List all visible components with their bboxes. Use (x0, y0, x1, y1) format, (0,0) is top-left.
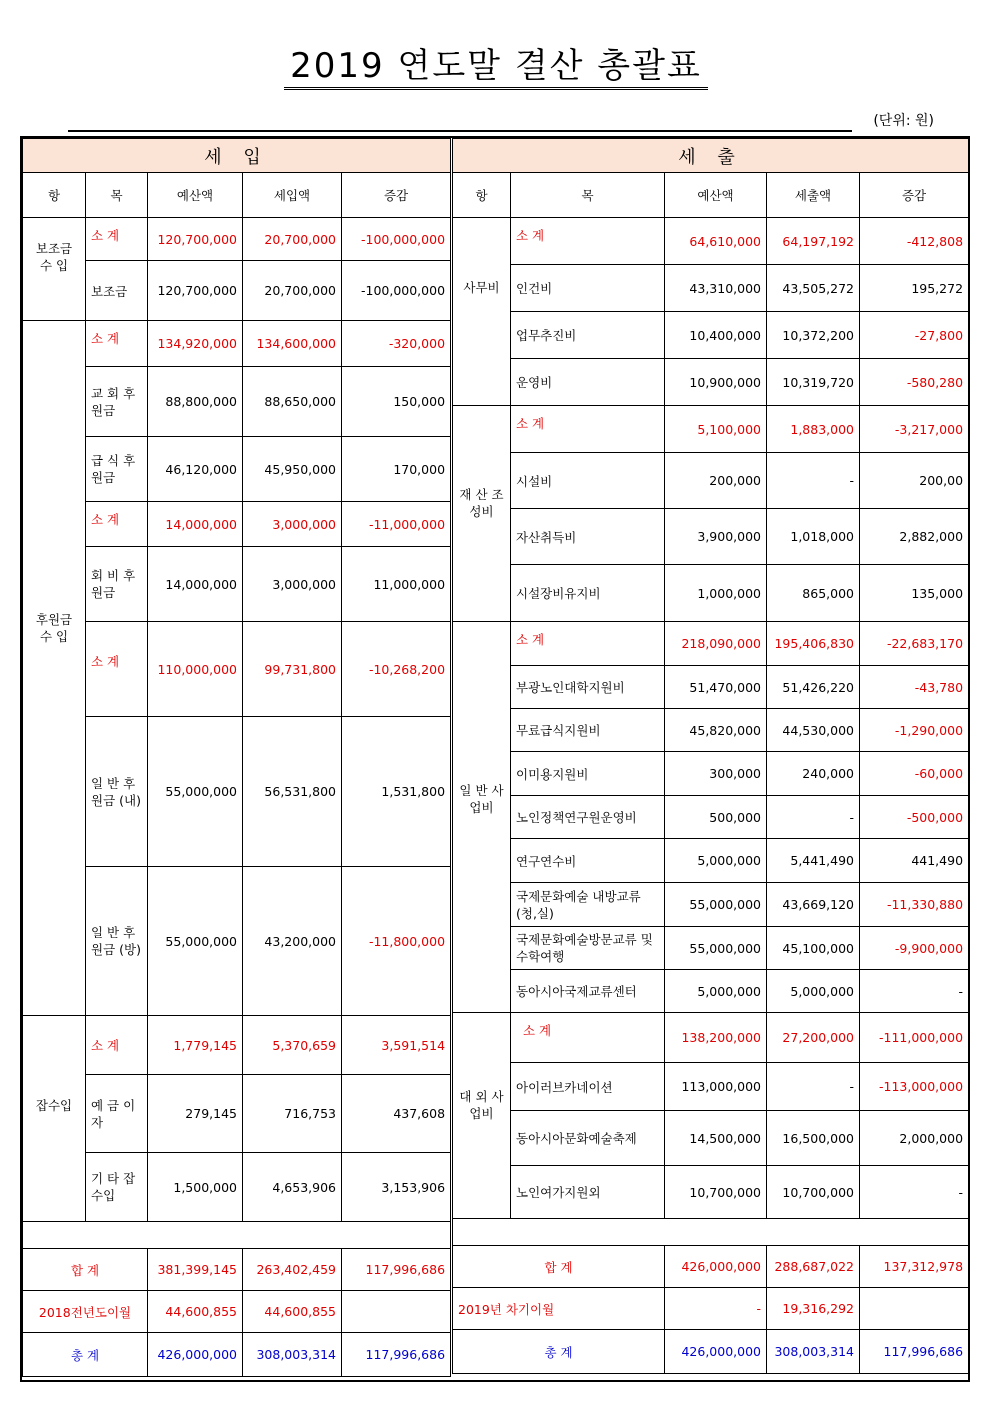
diff-cell: -3,217,000 (860, 406, 969, 453)
budget-cell: 55,000,000 (665, 927, 767, 970)
budget-cell: 5,000,000 (665, 839, 767, 883)
budget-cell: 55,000,000 (665, 883, 767, 927)
actual-cell: 5,370,659 (243, 1016, 342, 1075)
carry-row (453, 1288, 969, 1330)
diff-cell: 117,996,686 (342, 1333, 451, 1377)
actual-cell: 16,500,000 (767, 1111, 860, 1166)
budget-cell: 3,900,000 (665, 509, 767, 565)
budget-cell: 120,700,000 (148, 261, 243, 321)
mok-cell: 일 반 후원금 (내) (86, 717, 148, 867)
budget-cell: 88,800,000 (148, 367, 243, 437)
budget-cell: 200,000 (665, 453, 767, 509)
diff-cell: 441,490 (860, 839, 969, 883)
diff-cell: -1,290,000 (860, 709, 969, 752)
budget-cell: 120,700,000 (148, 218, 243, 261)
diff-cell: 137,312,978 (860, 1246, 969, 1288)
actual-cell: 43,669,120 (767, 883, 860, 927)
col-actual: 세출액 (767, 173, 860, 218)
grand-label: 총 계 (23, 1333, 148, 1377)
budget-cell: 14,500,000 (665, 1111, 767, 1166)
grand-label: 총 계 (453, 1330, 665, 1374)
col-diff: 증감 (860, 173, 969, 218)
budget-cell: 113,000,000 (665, 1063, 767, 1111)
table-row (453, 1013, 969, 1063)
diff-cell: -500,000 (860, 796, 969, 839)
budget-cell: 43,310,000 (665, 265, 767, 312)
budget-cell: 46,120,000 (148, 437, 243, 502)
mok-cell: 무료급식지원비 (511, 709, 665, 752)
actual-cell: 43,505,272 (767, 265, 860, 312)
col-actual: 세입액 (243, 173, 342, 218)
diff-cell: -11,800,000 (342, 867, 451, 1016)
budget-cell: 51,470,000 (665, 666, 767, 709)
mok-cell: 소 계 (86, 502, 148, 547)
diff-cell: 117,996,686 (860, 1330, 969, 1374)
total-row (23, 1249, 451, 1291)
mok-cell: 노인여가지원외 (511, 1166, 665, 1219)
total-row (453, 1246, 969, 1288)
actual-cell: 4,653,906 (243, 1153, 342, 1222)
actual-cell: 45,950,000 (243, 437, 342, 502)
hang-cell: 재 산 조성비 (453, 406, 511, 622)
table-row (23, 1075, 451, 1153)
budget-cell: 138,200,000 (665, 1013, 767, 1063)
table-row (453, 666, 969, 709)
col-diff: 증감 (342, 173, 451, 218)
table-row (453, 265, 969, 312)
budget-cell: 1,000,000 (665, 565, 767, 622)
actual-cell: 10,700,000 (767, 1166, 860, 1219)
table-row (23, 622, 451, 717)
table-row (453, 509, 969, 565)
total-label: 합 계 (23, 1249, 148, 1291)
diff-cell: -111,000,000 (860, 1013, 969, 1063)
mok-cell: 소 계 (86, 321, 148, 367)
diff-cell: 135,000 (860, 565, 969, 622)
budget-cell: - (665, 1288, 767, 1330)
mok-cell: 소 계 (511, 218, 665, 265)
actual-cell: 19,316,292 (767, 1288, 860, 1330)
diff-cell: -100,000,000 (342, 261, 451, 321)
budget-cell: 134,920,000 (148, 321, 243, 367)
actual-cell: 3,000,000 (243, 547, 342, 622)
diff-cell (860, 1288, 969, 1330)
diff-cell (342, 1291, 451, 1333)
carry-row (23, 1291, 451, 1333)
diff-cell: 3,591,514 (342, 1016, 451, 1075)
actual-cell: 64,197,192 (767, 218, 860, 265)
table-row (23, 1153, 451, 1222)
carry-label: 2019년 차기이월 (453, 1288, 665, 1330)
mok-cell: 시설장비유지비 (511, 565, 665, 622)
expense-section (452, 138, 968, 1374)
table-row (23, 261, 451, 321)
budget-cell: 426,000,000 (665, 1330, 767, 1374)
diff-cell: -22,683,170 (860, 622, 969, 666)
mok-cell: 아이러브카네이션 (511, 1063, 665, 1111)
hang-cell: 후원금 수 입 (23, 321, 86, 1016)
actual-cell: 195,406,830 (767, 622, 860, 666)
diff-cell: 170,000 (342, 437, 451, 502)
col-mok: 목 (511, 173, 665, 218)
col-hang: 항 (453, 173, 511, 218)
hang-cell: 일 반 사업비 (453, 622, 511, 1013)
page-title: 2019 연도말 결산 총괄표 (0, 46, 992, 90)
mok-cell: 이미용지원비 (511, 752, 665, 796)
actual-cell: 10,319,720 (767, 359, 860, 406)
table-row (453, 622, 969, 666)
actual-cell: 240,000 (767, 752, 860, 796)
budget-cell: 426,000,000 (665, 1246, 767, 1288)
actual-cell: 51,426,220 (767, 666, 860, 709)
diff-cell: 2,882,000 (860, 509, 969, 565)
table-row (23, 502, 451, 547)
actual-cell: 5,441,490 (767, 839, 860, 883)
mok-cell: 업무추진비 (511, 312, 665, 359)
table-row (23, 1016, 451, 1075)
table-row (23, 321, 451, 367)
mok-cell: 소 계 (511, 622, 665, 666)
diff-cell: -27,800 (860, 312, 969, 359)
mok-cell: 교 회 후원금 (86, 367, 148, 437)
unit-label: (단위: 원) (873, 113, 934, 129)
table-row (23, 867, 451, 1016)
actual-cell: 308,003,314 (767, 1330, 860, 1374)
mok-cell: 부광노인대학지원비 (511, 666, 665, 709)
diff-cell: 3,153,906 (342, 1153, 451, 1222)
mok-cell: 소 계 (86, 218, 148, 261)
income-section (22, 138, 450, 1377)
diff-cell: -11,000,000 (342, 502, 451, 547)
table-row (23, 367, 451, 437)
col-mok: 목 (86, 173, 148, 218)
table-row (23, 717, 451, 867)
diff-cell: -113,000,000 (860, 1063, 969, 1111)
mok-cell: 자산취득비 (511, 509, 665, 565)
actual-cell: 716,753 (243, 1075, 342, 1153)
diff-cell: -100,000,000 (342, 218, 451, 261)
mok-cell: 시설비 (511, 453, 665, 509)
mok-cell: 동아시아국제교류센터 (511, 970, 665, 1013)
budget-cell: 1,779,145 (148, 1016, 243, 1075)
table-row (453, 565, 969, 622)
budget-cell: 44,600,855 (148, 1291, 243, 1333)
actual-cell: 88,650,000 (243, 367, 342, 437)
actual-cell: 10,372,200 (767, 312, 860, 359)
mok-cell: 급 식 후원금 (86, 437, 148, 502)
actual-cell: 1,883,000 (767, 406, 860, 453)
diff-cell: -580,280 (860, 359, 969, 406)
diff-cell: -412,808 (860, 218, 969, 265)
grand-row (453, 1330, 969, 1374)
table-row (453, 709, 969, 752)
actual-cell: 56,531,800 (243, 717, 342, 867)
diff-cell: 195,272 (860, 265, 969, 312)
diff-cell: - (860, 970, 969, 1013)
budget-cell: 279,145 (148, 1075, 243, 1153)
actual-cell: 27,200,000 (767, 1013, 860, 1063)
table-row (453, 1166, 969, 1219)
actual-cell: 3,000,000 (243, 502, 342, 547)
mok-cell: 회 비 후원금 (86, 547, 148, 622)
budget-cell: 5,100,000 (665, 406, 767, 453)
col-budget: 예산액 (148, 173, 243, 218)
table-row (453, 970, 969, 1013)
actual-cell: 44,530,000 (767, 709, 860, 752)
budget-cell: 10,900,000 (665, 359, 767, 406)
budget-cell: 500,000 (665, 796, 767, 839)
actual-cell: 45,100,000 (767, 927, 860, 970)
table-row (453, 406, 969, 453)
diff-cell: -320,000 (342, 321, 451, 367)
table-row (453, 218, 969, 265)
budget-cell: 218,090,000 (665, 622, 767, 666)
spacer-row (23, 1222, 451, 1249)
carry-label: 2018전년도이월 (23, 1291, 148, 1333)
actual-cell: 288,687,022 (767, 1246, 860, 1288)
col-budget: 예산액 (665, 173, 767, 218)
table-row (453, 839, 969, 883)
budget-cell: 10,700,000 (665, 1166, 767, 1219)
mok-cell: 소 계 (86, 622, 148, 717)
budget-cell: 381,399,145 (148, 1249, 243, 1291)
actual-cell: 99,731,800 (243, 622, 342, 717)
mok-cell: 소 계 (511, 1013, 665, 1063)
mok-cell: 운영비 (511, 359, 665, 406)
actual-cell: 865,000 (767, 565, 860, 622)
actual-cell: 20,700,000 (243, 218, 342, 261)
budget-cell: 45,820,000 (665, 709, 767, 752)
total-label: 합 계 (453, 1246, 665, 1288)
mok-cell: 소 계 (511, 406, 665, 453)
table-row (453, 883, 969, 927)
budget-cell: 14,000,000 (148, 547, 243, 622)
hang-cell: 보조금 수 입 (23, 218, 86, 321)
table-row (453, 312, 969, 359)
mok-cell: 동아시아문화예술축제 (511, 1111, 665, 1166)
diff-cell: -43,780 (860, 666, 969, 709)
diff-cell: 1,531,800 (342, 717, 451, 867)
table-row (23, 437, 451, 502)
budget-cell: 55,000,000 (148, 867, 243, 1016)
diff-cell: -11,330,880 (860, 883, 969, 927)
table-row (453, 1063, 969, 1111)
col-hang: 항 (23, 173, 86, 218)
mok-cell: 예 금 이 자 (86, 1075, 148, 1153)
actual-cell: 134,600,000 (243, 321, 342, 367)
table-row (453, 796, 969, 839)
mok-cell: 일 반 후원금 (방) (86, 867, 148, 1016)
mok-cell: 연구연수비 (511, 839, 665, 883)
diff-cell: 2,000,000 (860, 1111, 969, 1166)
table-row (453, 752, 969, 796)
actual-cell: 308,003,314 (243, 1333, 342, 1377)
diff-cell: 200,00 (860, 453, 969, 509)
hang-cell: 사무비 (453, 218, 511, 406)
table-row (453, 927, 969, 970)
actual-cell: 20,700,000 (243, 261, 342, 321)
budget-cell: 110,000,000 (148, 622, 243, 717)
actual-cell: - (767, 453, 860, 509)
mok-cell: 노인정책연구원운영비 (511, 796, 665, 839)
actual-cell: 5,000,000 (767, 970, 860, 1013)
income-header: 세 입 (23, 139, 451, 173)
hang-cell: 잡수입 (23, 1016, 86, 1222)
diff-cell: - (860, 1166, 969, 1219)
grand-row (23, 1333, 451, 1377)
diff-cell: -10,268,200 (342, 622, 451, 717)
table-row (453, 453, 969, 509)
diff-cell: 437,608 (342, 1075, 451, 1153)
budget-cell: 14,000,000 (148, 502, 243, 547)
table-row (453, 359, 969, 406)
table-row (23, 218, 451, 261)
actual-cell: - (767, 1063, 860, 1111)
budget-cell: 426,000,000 (148, 1333, 243, 1377)
mok-cell: 국제문화예술 내방교류(청,실) (511, 883, 665, 927)
budget-cell: 1,500,000 (148, 1153, 243, 1222)
mok-cell: 기 타 잡수입 (86, 1153, 148, 1222)
diff-cell: -60,000 (860, 752, 969, 796)
mok-cell: 보조금 (86, 261, 148, 321)
budget-cell: 55,000,000 (148, 717, 243, 867)
expense-header: 세 출 (453, 139, 969, 173)
actual-cell: 44,600,855 (243, 1291, 342, 1333)
mok-cell: 소 계 (86, 1016, 148, 1075)
budget-cell: 10,400,000 (665, 312, 767, 359)
mok-cell: 국제문화예술방문교류 및수학여행 (511, 927, 665, 970)
hang-cell: 대 외 사업비 (453, 1013, 511, 1219)
table-row (23, 547, 451, 622)
spacer-row (453, 1219, 969, 1246)
budget-cell: 5,000,000 (665, 970, 767, 1013)
actual-cell: 263,402,459 (243, 1249, 342, 1291)
top-rule (68, 130, 852, 132)
diff-cell: -9,900,000 (860, 927, 969, 970)
budget-cell: 64,610,000 (665, 218, 767, 265)
actual-cell: 43,200,000 (243, 867, 342, 1016)
mok-cell: 인건비 (511, 265, 665, 312)
table-row (453, 1111, 969, 1166)
budget-cell: 300,000 (665, 752, 767, 796)
actual-cell: 1,018,000 (767, 509, 860, 565)
diff-cell: 150,000 (342, 367, 451, 437)
diff-cell: 117,996,686 (342, 1249, 451, 1291)
actual-cell: - (767, 796, 860, 839)
diff-cell: 11,000,000 (342, 547, 451, 622)
